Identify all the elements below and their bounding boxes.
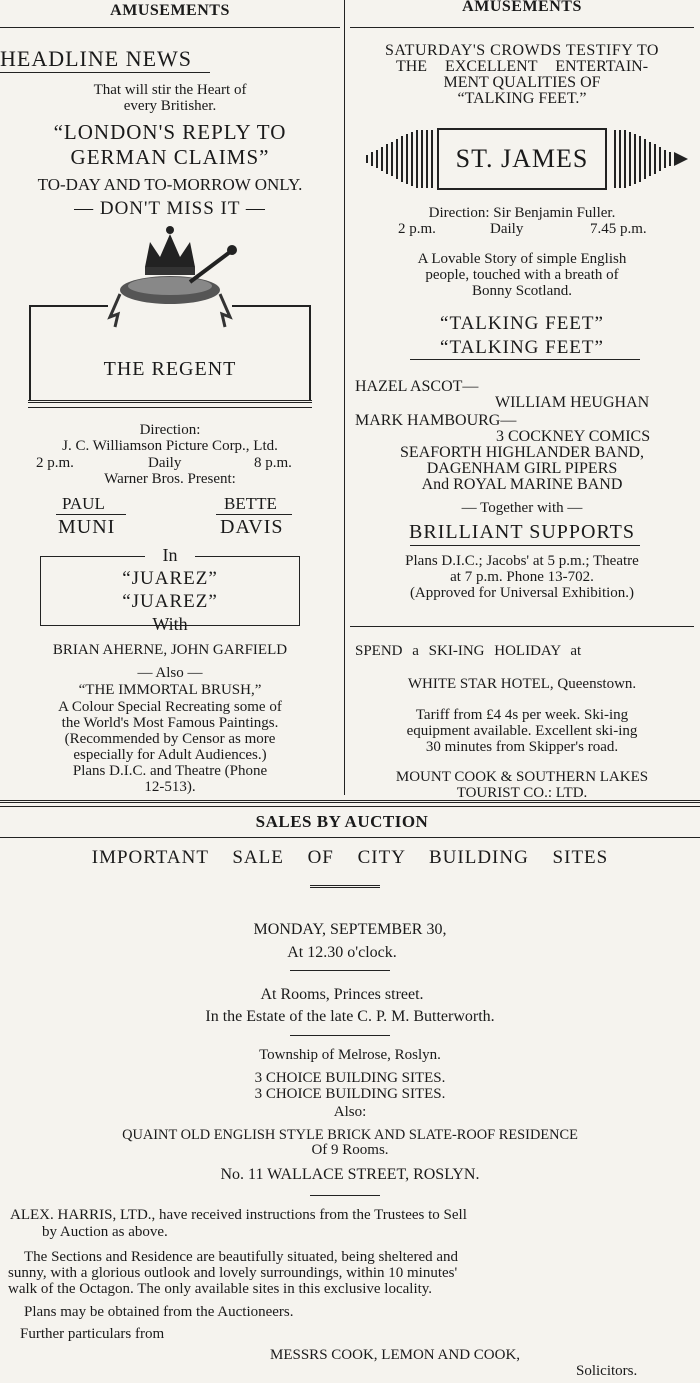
body-line-2: by Auction as above. (42, 1224, 168, 1240)
star1-rule (56, 514, 126, 515)
ski-holiday-heading: SPEND a SKI-ING HOLIDAY at (355, 643, 582, 659)
story-line-3: Bonny Scotland. (472, 283, 572, 299)
also-label: — Also — (137, 665, 203, 681)
saturday-line-1: SATURDAY'S CROWDS TESTIFY TO (385, 42, 659, 59)
address-rule (310, 1195, 380, 1196)
auction-header: SALES BY AUCTION (255, 812, 429, 831)
auction-title: IMPORTANT SALE OF CITY BUILDING SITES (91, 847, 609, 868)
tariff-line-2: equipment available. Excellent ski-ing (406, 723, 638, 739)
cast-hazel-ascot: HAZEL ASCOT— (355, 378, 479, 395)
talking-feet-1: “TALKING FEET” (440, 313, 604, 334)
body-line-7: Further particulars from (20, 1326, 165, 1342)
residence-rooms: Of 9 Rooms. (311, 1142, 389, 1158)
header-rule (0, 27, 340, 28)
section-rule (0, 806, 700, 807)
auction-header-rule (0, 837, 700, 838)
body-line-5: walk of the Octagon. The only available sites in this exclusive locality. (8, 1281, 433, 1297)
time-matinee: 2 p.m. (36, 455, 74, 471)
township: Township of Melrose, Roslyn. (259, 1047, 441, 1063)
story-line-1: A Lovable Story of simple English (417, 251, 627, 267)
section-double-rule (0, 800, 700, 803)
auction-time: At 12.30 o'clock. (287, 944, 397, 961)
short-desc-1: A Colour Special Recreating some of (58, 699, 282, 715)
solicitors-label: Solicitors. (576, 1363, 638, 1379)
cast-royal-marine-band: And ROYAL MARINE BAND (421, 476, 623, 493)
star1-last: MUNI (58, 516, 116, 538)
short-film-title: “THE IMMORTAL BRUSH,” (78, 682, 262, 698)
cast-dagenham-pipers: DAGENHAM GIRL PIPERS (426, 460, 618, 477)
tariff-line-3: 30 minutes from Skipper's road. (425, 739, 619, 755)
right-header-rule (350, 27, 694, 28)
supports-rule (410, 545, 640, 546)
auction-title-rule-2 (310, 887, 380, 888)
short-desc-3: (Recommended by Censor as more (64, 731, 276, 747)
saturday-line-3: MENT QUALITIES OF (443, 74, 601, 91)
regent-rule (28, 407, 312, 408)
solicitors-name: MESSRS COOK, LEMON AND COOK, (270, 1347, 521, 1363)
direction-label: Direction: (139, 422, 201, 438)
with-label: With (152, 614, 188, 634)
auction-estate: In the Estate of the late C. P. M. Butterworth. (205, 1008, 495, 1025)
direction-company: J. C. Williamson Picture Corp., Ltd. (62, 438, 278, 454)
right-section-header: AMUSEMENTS (462, 0, 582, 15)
cast-mark-hambourg: MARK HAMBOURG— (355, 412, 517, 429)
dont-miss-it: — DON'T MISS IT — (74, 198, 266, 219)
headline-news: HEADLINE NEWS (0, 46, 193, 71)
phone-number: 12-513). (144, 779, 196, 795)
showing-dates: TO-DAY AND TO-MORROW ONLY. (37, 175, 303, 194)
star2-rule (216, 514, 292, 515)
subline-1: That will stir the Heart of (93, 82, 247, 98)
st-james-plans-2: at 7 p.m. Phone 13-702. (450, 569, 594, 585)
talking-feet-rule (410, 359, 640, 360)
mount-cook-1: MOUNT COOK & SOUTHERN LAKES (395, 769, 649, 785)
auction-rooms: At Rooms, Princes street. (260, 986, 424, 1003)
body-line-6: Plans may be obtained from the Auctioneers. (24, 1304, 294, 1320)
mount-cook-2: TOURIST CO.: LTD. (456, 785, 588, 801)
white-star-hotel: WHITE STAR HOTEL, Queenstown. (407, 676, 637, 692)
subline-2: every Britisher. (123, 98, 217, 114)
saturday-line-2: THE EXCELLENT ENTERTAIN- (395, 58, 649, 75)
film-quote-2: GERMAN CLAIMS” (70, 145, 270, 169)
left-section-header: AMUSEMENTS (110, 2, 230, 19)
st-james-time-daily: Daily (490, 221, 524, 237)
story-line-2: people, touched with a breath of (425, 267, 619, 283)
also-label-auction: Also: (333, 1104, 367, 1120)
body-line-4: sunny, with a glorious outlook and lovely surroundings, within 10 minutes' (8, 1265, 458, 1281)
st-james-direction: Direction: Sir Benjamin Fuller. (428, 205, 616, 221)
st-james-approval: (Approved for Universal Exhibition.) (409, 585, 635, 601)
cast-seaforth-band: SEAFORTH HIGHLANDER BAND, (400, 444, 644, 461)
cast-william-heughan: WILLIAM HEUGHAN (495, 394, 650, 411)
date-rule (290, 970, 390, 971)
juarez-title-2: “JUAREZ” (122, 591, 218, 612)
time-daily: Daily (148, 455, 182, 471)
time-evening: 8 p.m. (254, 455, 292, 471)
ski-top-rule (350, 626, 694, 627)
brilliant-supports: BRILLIANT SUPPORTS (409, 521, 635, 543)
residence-line-1: QUAINT OLD ENGLISH STYLE BRICK AND SLATE-ROOF RESIDENCE (122, 1127, 578, 1143)
juarez-title-1: “JUAREZ” (122, 568, 218, 589)
star2-first: BETTE (224, 494, 277, 513)
auction-date: MONDAY, SEPTEMBER 30, (253, 921, 447, 938)
regent-double-rule (28, 400, 312, 403)
building-sites-2: 3 CHOICE BUILDING SITES. (254, 1086, 446, 1102)
talking-feet-2: “TALKING FEET” (440, 337, 604, 358)
short-desc-4: especially for Adult Audiences.) (73, 747, 267, 763)
residence-address: No. 11 WALLACE STREET, ROSLYN. (220, 1166, 480, 1183)
auction-title-rule (310, 885, 380, 886)
st-james-name: ST. JAMES (455, 144, 589, 173)
saturday-line-4: “TALKING FEET.” (457, 90, 587, 107)
together-with: — Together with — (461, 500, 583, 516)
star2-last: DAVIS (220, 516, 284, 538)
star1-first: PAUL (62, 494, 105, 513)
regent-theatre-name: THE REGENT (103, 358, 237, 380)
short-desc-2: the World's Most Famous Paintings. (61, 715, 279, 731)
st-james-plans-1: Plans D.I.C.; Jacobs' at 5 p.m.; Theatre (405, 553, 639, 569)
estate-rule (290, 1035, 390, 1036)
film-quote-1: “LONDON'S REPLY TO (53, 120, 287, 144)
plans-phone: Plans D.I.C. and Theatre (Phone (72, 763, 268, 779)
tariff-line-1: Tariff from £4 4s per week. Ski-ing (415, 707, 629, 723)
headline-underline (0, 72, 210, 73)
in-label: In (162, 545, 178, 565)
st-james-time-evening: 7.45 p.m. (590, 221, 647, 237)
cast-cockney-comics: 3 COCKNEY COMICS (496, 428, 651, 445)
column-divider (344, 0, 345, 795)
supporting-cast: BRIAN AHERNE, JOHN GARFIELD (52, 642, 288, 658)
warner-present: Warner Bros. Present: (104, 471, 236, 487)
body-line-3: The Sections and Residence are beautifully situated, being sheltered and (24, 1249, 459, 1265)
regent-frame (28, 292, 312, 402)
st-james-time-matinee: 2 p.m. (398, 221, 436, 237)
building-sites-1: 3 CHOICE BUILDING SITES. (254, 1070, 446, 1086)
body-line-1: ALEX. HARRIS, LTD., have received instructions from the Trustees to Sell (10, 1207, 467, 1223)
